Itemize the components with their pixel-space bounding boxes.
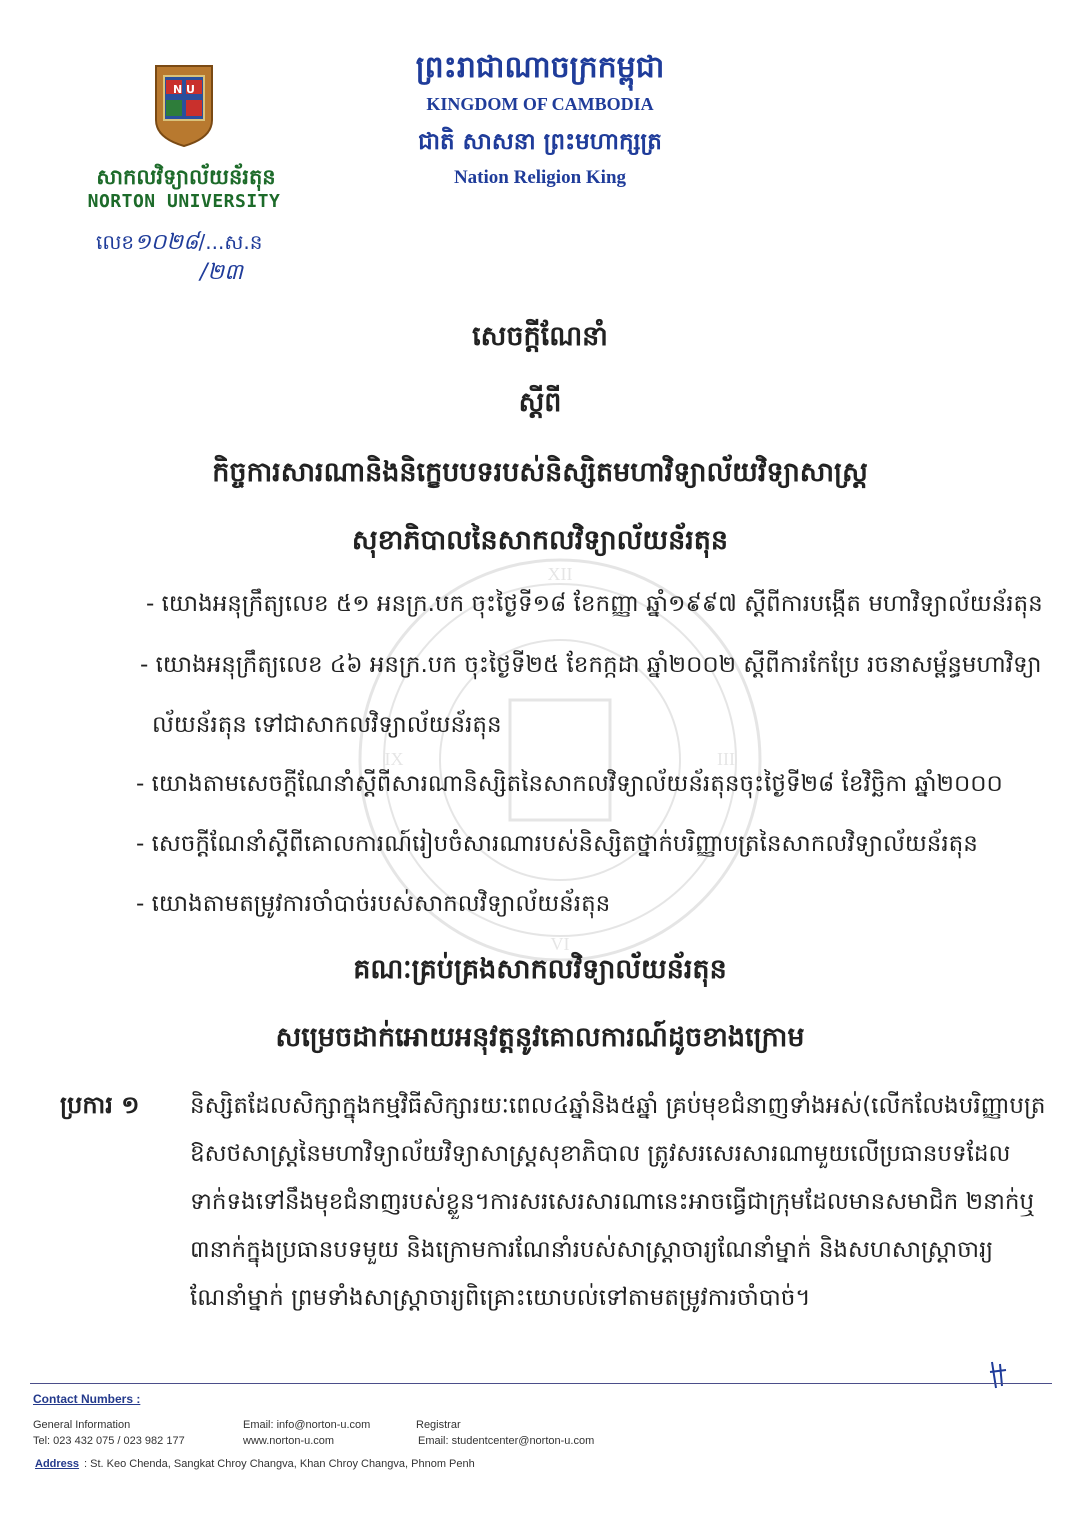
article-1-line-4: ៣នាក់ក្នុងប្រធានបទមួយ និងក្រោមការណែនាំរបស់សាស្ត្រាចារ្យណែនាំម្នាក់ និងសហសាស្ត្រាចារ្យ	[190, 1237, 994, 1263]
article-1-line-3: ទាក់ទងទៅនឹងមុខជំនាញរបស់ខ្លួន។ការសរសេរសារណានេះអាចធ្វើជាក្រុមដែលមានសមាជិក ២នាក់ឬ	[190, 1189, 1035, 1215]
reference-item-2-continued: ល័យន័រតុន ទៅជាសាកលវិទ្យាល័យន័រតុន	[152, 712, 502, 738]
reference-item-5: - យោងតាមតម្រូវការចាំបាច់របស់សាកលវិទ្យាល័យន័រតុន	[136, 891, 611, 917]
reference-suffix: ស.ន	[224, 230, 263, 254]
reference-item-4: - សេចក្តីណែនាំស្តីពីគោលការណ៍រៀបចំសារណារបស់និស្សិតថ្នាក់បរិញ្ញាបត្រនៃសាកលវិទ្យាល័យន័រតុន	[136, 831, 978, 857]
registrar-email[interactable]: Email: studentcenter@norton-u.com	[418, 1435, 595, 1447]
svg-text:N U: N U	[173, 83, 195, 96]
kingdom-title-english: KINGDOM OF CAMBODIA	[426, 94, 654, 114]
reference-item-3: - យោងតាមសេចក្តីណែនាំស្តីពីសារណានិស្សិតនៃសាកលវិទ្យាល័យន័រតុនចុះថ្ងៃទី២៨ ខែវិច្ឆិកា ឆ្នាំ២០០០	[136, 771, 1003, 797]
reference-item-1: - យោងអនុក្រឹត្យលេខ ៥១ អនក្រ.បក ចុះថ្ងៃទី១៨ ខែកញ្ញា ឆ្នាំ១៩៩៧ ស្តីពីការបង្កើត មហាវិទ្យាល័យន័រតុន	[146, 591, 1043, 617]
document-subject-line-2: សុខាភិបាលនៃសាកលវិទ្យាល័យន័រតុន	[351, 525, 729, 556]
article-1-line-5: ណែនាំម្នាក់ ព្រមទាំងសាស្ត្រាចារ្យពិគ្រោះយោបល់ទៅតាមតម្រូវការចាំបាច់។	[190, 1285, 811, 1311]
reference-year: /២៣	[200, 260, 243, 285]
document-subject-line-1: កិច្ចការសារណានិងនិក្ខេបបទរបស់និស្សិតមហាវិទ្យាល័យវិទ្យាសាស្ត្រ	[212, 457, 868, 488]
reference-handwritten-number: ១០២៨	[134, 230, 199, 255]
article-1-line-1: និស្សិតដែលសិក្សាក្នុងកម្មវិធីសិក្សារយៈពេល៤ឆ្នាំនិង៥ឆ្នាំ គ្រប់មុខជំនាញទាំងអស់(លើកលែងបរិញ្ញាបត្រ	[190, 1093, 1046, 1119]
contact-numbers-heading: Contact Numbers :	[33, 1392, 141, 1406]
national-motto-english: Nation Religion King	[453, 167, 627, 188]
registrar-label: Registrar	[416, 1419, 461, 1431]
reference-prefix: លេខ	[96, 230, 135, 254]
footer-divider	[30, 1383, 1052, 1384]
university-name-english: NORTON UNIVERSITY	[87, 191, 281, 212]
telephone-numbers: Tel: 023 432 075 / 023 982 177	[33, 1435, 185, 1447]
svg-text:VI: VI	[550, 934, 570, 954]
article-1-label: ប្រការ ១	[60, 1091, 140, 1119]
national-motto-khmer: ជាតិ សាសនា ព្រះមហាក្សត្រ	[418, 129, 662, 155]
initial-signature-mark	[986, 1360, 1010, 1390]
svg-text:XII: XII	[547, 564, 573, 584]
university-logo	[152, 62, 216, 148]
kingdom-title-khmer: ព្រះរាជាណាចក្រកម្ពុជា	[415, 50, 665, 85]
address-label: Address	[35, 1458, 80, 1470]
svg-text:IX: IX	[384, 749, 404, 769]
svg-text:III: III	[717, 749, 735, 769]
general-information-label: General Information	[33, 1419, 131, 1431]
university-name-khmer: សាកលវិទ្យាល័យន័រតុន	[96, 165, 276, 189]
decision-heading: សម្រេចដាក់អោយអនុវត្តនូវគោលការណ៍ដូចខាងក្រោម	[275, 1022, 805, 1053]
article-1-line-2: ឱសថសាស្ត្រនៃមហាវិទ្យាល័យវិទ្យាសាស្ត្រសុខាភិបាល ត្រូវសរសេរសារណាមួយលើប្រធានបទដែល	[190, 1141, 1011, 1167]
address-text: : St. Keo Chenda, Sangkat Chroy Changva, Khan Chroy Changva, Phnom Penh	[84, 1458, 475, 1470]
document-title: សេចក្តីណែនាំ	[472, 321, 608, 352]
document-subtitle-about: ស្តីពី	[518, 387, 562, 418]
management-board-heading: គណៈគ្រប់គ្រងសាកលវិទ្យាល័យន័រតុន	[353, 954, 727, 985]
reference-item-2: - យោងអនុក្រឹត្យលេខ ៤៦ អនក្រ.បក ចុះថ្ងៃទី២៥ ខែកក្កដា ឆ្នាំ២០០២ ស្តីពីការកែប្រែ រចនាសម្ព័ន្ធមហាវិទ្យា	[140, 652, 1042, 678]
reference-number: លេខ១០២៨/...ស.ន	[96, 230, 263, 255]
general-email[interactable]: Email: info@norton-u.com	[243, 1419, 371, 1431]
website-link[interactable]: www.norton-u.com	[243, 1435, 335, 1447]
